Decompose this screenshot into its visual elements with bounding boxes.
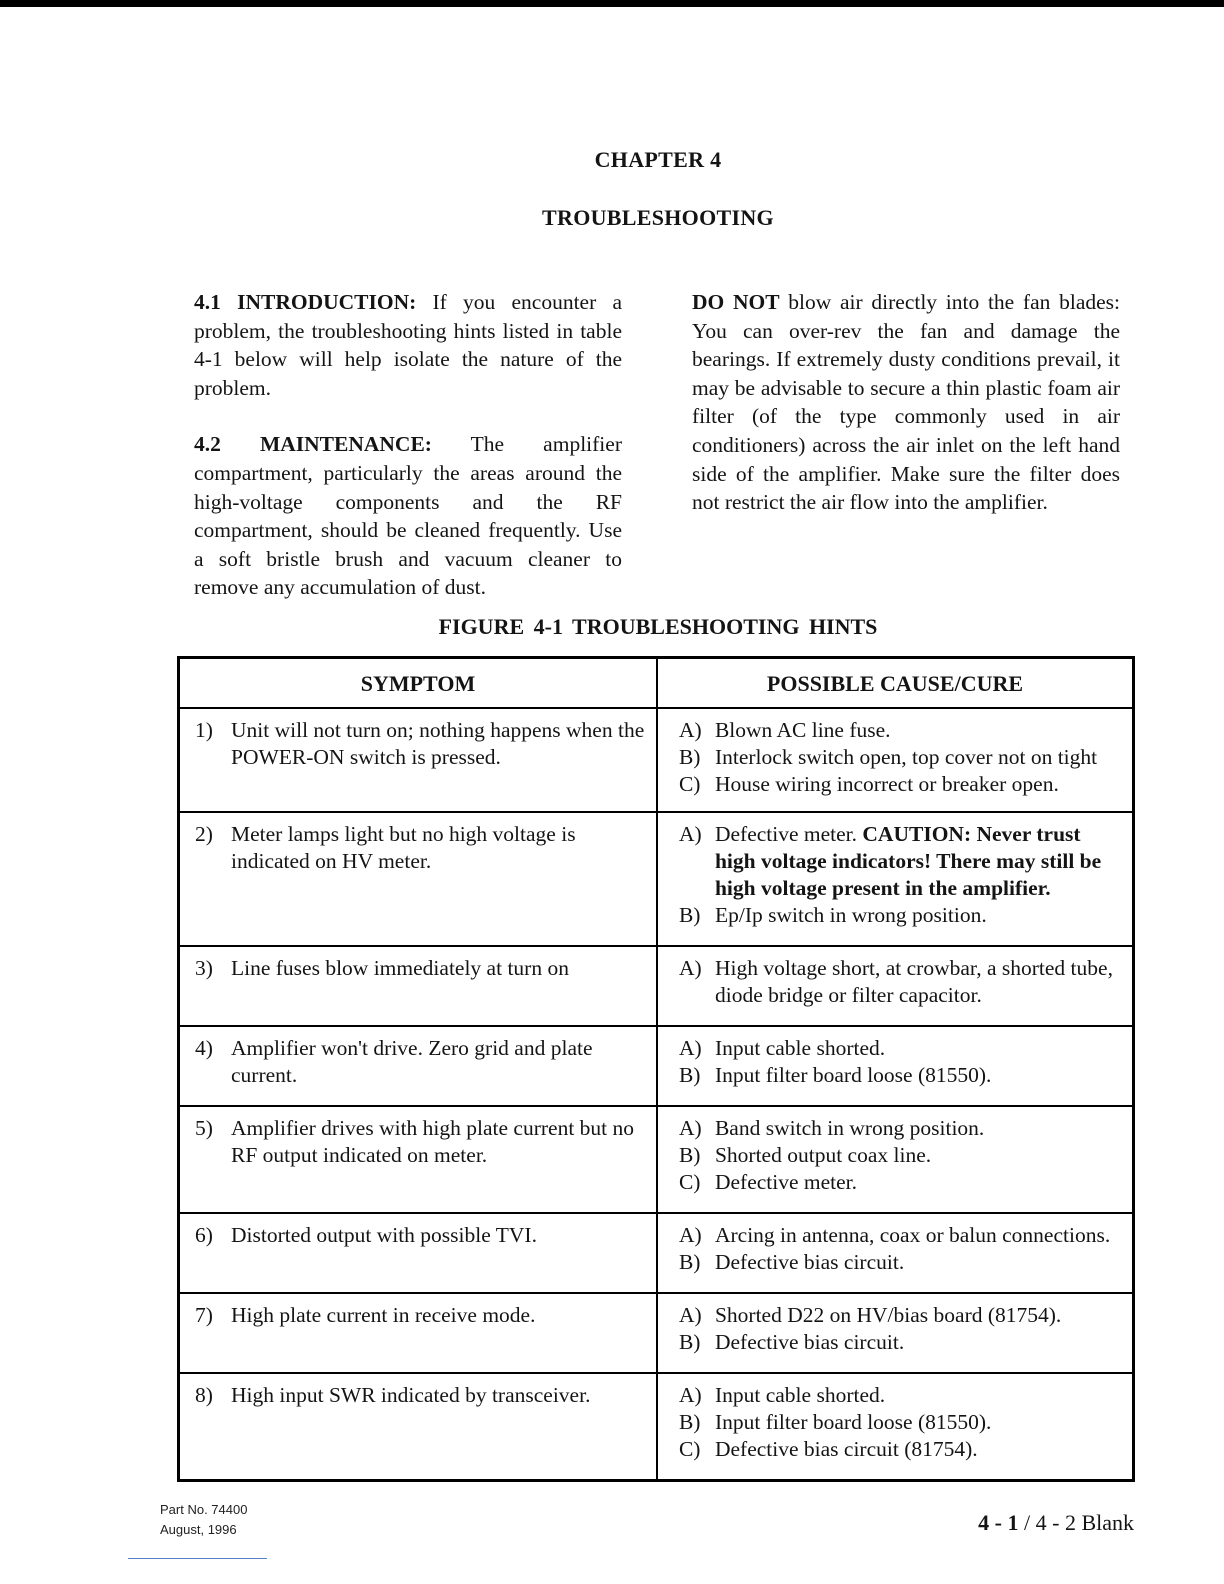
cause-cell <box>657 1373 1134 1480</box>
symptom-cell <box>179 1373 657 1480</box>
cause-text-wrap <box>715 1409 1120 1436</box>
part-number: Part No. 74400 <box>160 1502 248 1517</box>
cause-text-wrap <box>715 744 1120 771</box>
table-header-row <box>179 658 1134 709</box>
cause-entry <box>658 1169 1132 1196</box>
cause-letter: A) <box>678 1223 702 1247</box>
publication-date: August, 1996 <box>160 1522 237 1537</box>
cause-text: Defective meter. <box>714 1170 858 1194</box>
table-row <box>179 1106 1134 1213</box>
cause-text-wrap <box>715 1169 1120 1196</box>
cause-letter: A) <box>678 822 702 846</box>
symptom-text: Meter lamps light but no high voltage is indicated on HV meter. <box>231 822 576 873</box>
cause-letter: A) <box>678 1383 702 1407</box>
cause-letter: A) <box>678 1303 702 1327</box>
top-border-rule <box>0 0 1224 7</box>
cause-letter: B) <box>678 1063 701 1087</box>
cause-letter: B) <box>678 903 701 927</box>
cause-column-header: POSSIBLE CAUSE/CURE <box>657 658 1134 709</box>
cause-text-wrap <box>715 1142 1120 1169</box>
cause-entry <box>658 744 1132 771</box>
symptom-text: Line fuses blow immediately at turn on <box>231 956 569 980</box>
cause-entry <box>658 955 1132 1009</box>
cause-entry <box>658 1115 1132 1142</box>
caution-paragraph <box>692 288 1120 517</box>
cause-entry <box>658 1142 1132 1169</box>
intro-heading: 4.1 INTRODUCTION: <box>194 290 417 314</box>
cause-letter: A) <box>678 718 702 742</box>
cause-entry <box>658 1302 1132 1329</box>
symptom-number: 2) <box>195 822 213 846</box>
symptom-number: 5) <box>195 1116 213 1140</box>
cause-entry <box>658 902 1132 929</box>
cause-text-wrap <box>715 902 1120 929</box>
cause-text-wrap <box>715 1222 1120 1249</box>
cause-cell <box>657 1293 1134 1373</box>
maintenance-text: The amplifier compartment, particularly the areas around the high-voltage components and the RF compartment, should be cleaned frequently. Use a soft bristle brush and vacuum cleaner to remove any accumulation of dust. <box>194 432 622 600</box>
symptom-cell <box>179 946 657 1026</box>
cause-entry <box>658 1382 1132 1409</box>
cause-entry <box>658 1062 1132 1089</box>
cause-text: Input filter board loose (81550). <box>714 1063 992 1087</box>
table-row <box>179 812 1134 946</box>
cause-letter: C) <box>678 772 701 796</box>
symptom-cell <box>179 1293 657 1373</box>
cause-entry <box>658 1436 1132 1463</box>
cause-entry <box>658 771 1132 798</box>
cause-text-wrap <box>715 1382 1120 1409</box>
symptom-column-header: SYMPTOM <box>179 658 657 709</box>
cause-entry <box>658 1035 1132 1062</box>
symptom-cell <box>179 1026 657 1106</box>
cause-text-wrap <box>715 1302 1120 1329</box>
symptom-text: High input SWR indicated by transceiver. <box>231 1383 591 1407</box>
left-column <box>194 288 622 630</box>
cause-text: Shorted D22 on HV/bias board (81754). <box>714 1303 1062 1327</box>
cause-text: Input cable shorted. <box>714 1036 886 1060</box>
symptom-cell <box>179 708 657 812</box>
cause-text: Defective bias circuit. <box>714 1250 905 1274</box>
cause-text-wrap <box>715 1035 1120 1062</box>
right-column <box>692 288 1120 517</box>
footer-part-info <box>160 1500 247 1540</box>
cause-text: Interlock switch open, top cover not on tight <box>714 745 1098 769</box>
table-row <box>179 1026 1134 1106</box>
table-row <box>179 708 1134 812</box>
symptom-text: Distorted output with possible TVI. <box>231 1223 537 1247</box>
cause-entry <box>658 717 1132 744</box>
intro-paragraph <box>194 288 622 402</box>
chapter-number: CHAPTER 4 <box>594 147 722 172</box>
page-number-rest: / 4 - 2 Blank <box>1024 1510 1134 1535</box>
cause-text: Input cable shorted. <box>714 1383 886 1407</box>
symptom-entry <box>180 821 656 875</box>
symptom-entry <box>180 1302 656 1329</box>
maintenance-heading: 4.2 MAINTENANCE: <box>194 432 432 457</box>
cause-text-wrap <box>715 717 1120 744</box>
cause-entry <box>658 1329 1132 1356</box>
symptom-cell <box>179 1106 657 1213</box>
cause-text: Defective bias circuit. <box>714 1330 905 1354</box>
cause-cell <box>657 1106 1134 1213</box>
cause-text: Blown AC line fuse. <box>714 718 891 742</box>
cause-entry <box>658 821 1132 902</box>
table-row <box>179 946 1134 1026</box>
symptom-text: Amplifier won't drive. Zero grid and plate current. <box>231 1036 593 1087</box>
cause-text: Input filter board loose (81550). <box>714 1410 992 1434</box>
cause-text: Shorted output coax line. <box>714 1143 932 1167</box>
figure-title: FIGURE 4-1 TROUBLESHOOTING HINTS <box>438 614 878 639</box>
cause-letter: B) <box>678 1250 701 1274</box>
symptom-number: 6) <box>195 1223 213 1247</box>
maintenance-paragraph <box>194 430 622 602</box>
caution-warning: CAUTION: Never trust high voltage indicators! There may still be high voltage present in the amplifier. <box>714 822 1102 900</box>
cause-letter: C) <box>678 1170 701 1194</box>
cause-cell <box>657 1213 1134 1293</box>
cause-text-wrap <box>715 1062 1120 1089</box>
cause-entry <box>658 1249 1132 1276</box>
cause-text-wrap <box>715 1329 1120 1356</box>
symptom-entry <box>180 717 656 771</box>
cause-text: High voltage short, at crowbar, a shorted tube, diode bridge or filter capacitor. <box>714 956 1113 1007</box>
symptom-number: 1) <box>195 718 213 742</box>
cause-cell <box>657 1026 1134 1106</box>
chapter-title: TROUBLESHOOTING <box>542 205 774 230</box>
cause-text-wrap <box>715 821 1120 902</box>
symptom-text: Amplifier drives with high plate current but no RF output indicated on meter. <box>231 1116 635 1167</box>
cause-entry <box>658 1409 1132 1436</box>
intro-text: If you encounter a problem, the troubleshooting hints listed in table 4-1 below will help isolate the nature of the problem. <box>194 290 623 400</box>
caution-text: blow air directly into the fan blades: You can over-rev the fan and damage the bearings. If extremely dusty conditions prevail, it may be advisable to secure a thin plastic foam air filter (of the type commonly used in air conditioners) across the air inlet on the left hand side of the amplifier. Make sure the filter does not restrict the air flow into the amplifier. <box>692 290 1120 515</box>
symptom-entry <box>180 1035 656 1089</box>
cause-text: Ep/Ip switch in wrong position. <box>714 903 987 927</box>
cause-letter: B) <box>678 1143 701 1167</box>
cause-text: House wiring incorrect or breaker open. <box>714 772 1059 796</box>
troubleshooting-table <box>177 656 1135 1482</box>
symptom-text: High plate current in receive mode. <box>231 1303 536 1327</box>
symptom-cell <box>179 812 657 946</box>
symptom-entry <box>180 1382 656 1409</box>
cause-text-wrap <box>715 1249 1120 1276</box>
table-row <box>179 1373 1134 1480</box>
page-number <box>978 1510 1134 1536</box>
symptom-entry <box>180 1222 656 1249</box>
cause-entry <box>658 1222 1132 1249</box>
cause-letter: B) <box>678 745 701 769</box>
footer-blue-rule <box>128 1558 267 1559</box>
table-row <box>179 1213 1134 1293</box>
cause-cell <box>657 946 1134 1026</box>
table-body <box>179 708 1134 1480</box>
symptom-number: 3) <box>195 956 213 980</box>
cause-letter: A) <box>678 956 702 980</box>
cause-letter: A) <box>678 1116 702 1140</box>
symptom-text: Unit will not turn on; nothing happens when the POWER-ON switch is pressed. <box>231 718 645 769</box>
symptom-number: 7) <box>195 1303 213 1327</box>
cause-text-wrap <box>715 955 1120 1009</box>
cause-text-wrap <box>715 771 1120 798</box>
symptom-cell <box>179 1213 657 1293</box>
cause-text: Band switch in wrong position. <box>714 1116 985 1140</box>
table-row <box>179 1293 1134 1373</box>
cause-text-wrap <box>715 1436 1120 1463</box>
symptom-number: 4) <box>195 1036 213 1060</box>
cause-letter: B) <box>678 1330 701 1354</box>
page-number-bold: 4 - 1 <box>978 1510 1019 1535</box>
cause-letter: C) <box>678 1437 701 1461</box>
symptom-entry <box>180 955 656 982</box>
symptom-number: 8) <box>195 1383 213 1407</box>
cause-text: Defective meter. <box>714 822 858 846</box>
symptom-entry <box>180 1115 656 1169</box>
cause-text: Defective bias circuit (81754). <box>714 1437 978 1461</box>
cause-cell <box>657 708 1134 812</box>
cause-text-wrap <box>715 1115 1120 1142</box>
cause-cell <box>657 812 1134 946</box>
caution-heading: DO NOT <box>692 290 780 314</box>
cause-letter: A) <box>678 1036 702 1060</box>
cause-letter: B) <box>678 1410 701 1434</box>
cause-text: Arcing in antenna, coax or balun connections. <box>714 1223 1111 1247</box>
